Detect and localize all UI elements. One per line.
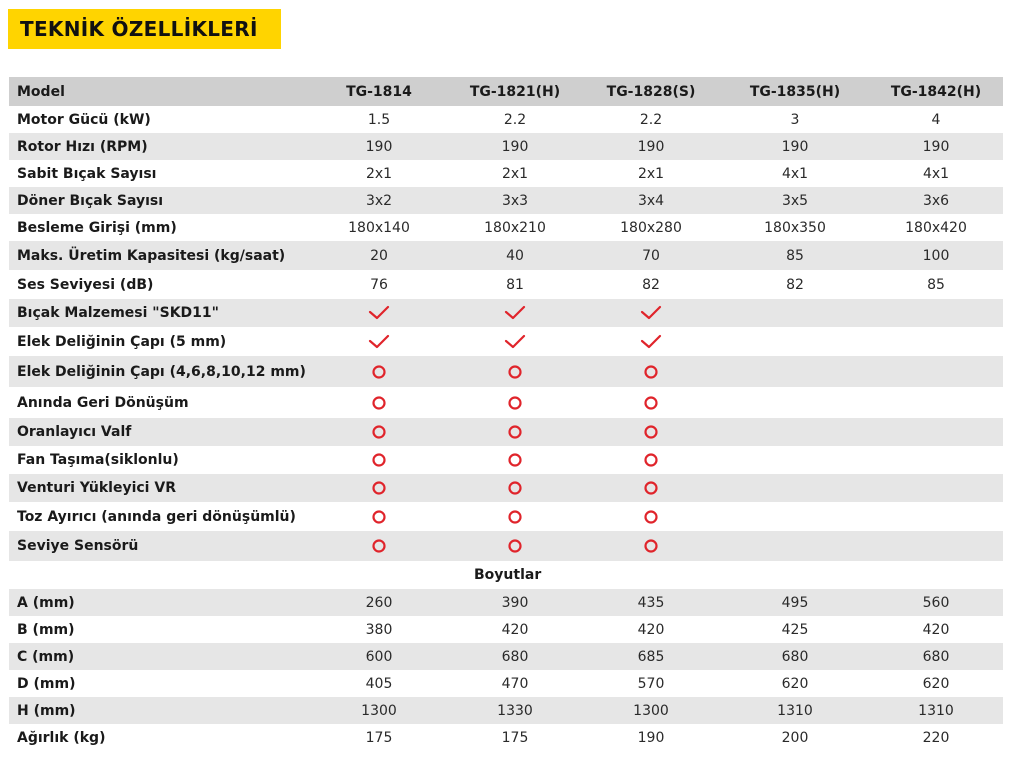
table-row — [9, 643, 1003, 670]
section-row — [9, 561, 1003, 589]
title-banner — [8, 9, 281, 49]
value-cell: 495 — [721, 589, 869, 616]
value-cell: 190 — [449, 133, 581, 160]
mark-cell — [309, 446, 449, 474]
table-row — [9, 670, 1003, 697]
circle-icon — [643, 538, 659, 554]
mark-cell — [449, 356, 581, 387]
value-cell: 180x350 — [764, 219, 826, 236]
value-cell: 82 — [642, 276, 660, 293]
mark-cell — [869, 418, 1003, 446]
value-cell: 190 — [869, 133, 1003, 160]
row-label: Seviye Sensörü — [9, 531, 309, 561]
table-row — [9, 187, 1003, 214]
value-cell: 260 — [309, 589, 449, 616]
mark-cell — [581, 327, 721, 356]
mark-cell — [869, 356, 1003, 387]
row-label: Fan Taşıma(siklonlu) — [17, 452, 179, 468]
circle-icon — [371, 424, 387, 440]
value-cell: 220 — [922, 729, 950, 746]
table-row — [9, 356, 1003, 387]
check-icon — [504, 305, 526, 321]
value-cell: 70 — [581, 241, 721, 270]
mark-cell — [869, 531, 1003, 561]
check-icon — [640, 305, 662, 321]
value-cell: 2.2 — [503, 111, 527, 128]
value-cell: 190 — [721, 133, 869, 160]
row-label: D (mm) — [17, 675, 76, 692]
mark-cell — [449, 327, 581, 356]
circle-icon — [507, 538, 523, 554]
value-cell: 560 — [869, 589, 1003, 616]
value-cell: 190 — [581, 133, 721, 160]
circle-icon — [371, 452, 387, 468]
value-cell: 420 — [501, 621, 529, 638]
mark-cell — [869, 299, 1003, 327]
table-row — [9, 502, 1003, 531]
value-cell: 180x210 — [484, 219, 546, 236]
value-cell: 1300 — [581, 697, 721, 724]
value-cell: 680 — [869, 643, 1003, 670]
mark-cell — [449, 502, 581, 531]
row-label: Sabit Bıçak Sayısı — [17, 165, 157, 182]
mark-cell — [309, 327, 449, 356]
value-cell: 175 — [365, 729, 393, 746]
circle-icon — [371, 509, 387, 525]
header-cell-model-name: TG-1835(H) — [721, 77, 869, 106]
table-row — [9, 160, 1003, 187]
mark-cell — [449, 474, 581, 502]
mark-cell — [449, 446, 581, 474]
mark-cell — [581, 387, 721, 418]
value-cell: 3x2 — [309, 187, 449, 214]
value-cell: 470 — [501, 675, 529, 692]
value-cell: 600 — [309, 643, 449, 670]
value-cell: 1300 — [309, 697, 449, 724]
mark-cell — [309, 356, 449, 387]
value-cell: 620 — [922, 675, 950, 692]
circle-icon — [507, 364, 523, 380]
mark-cell — [869, 446, 1003, 474]
value-cell: 3x4 — [581, 187, 721, 214]
row-label: Oranlayıcı Valf — [9, 418, 309, 446]
table-row — [9, 133, 1003, 160]
value-cell: 3 — [790, 111, 800, 128]
mark-cell — [869, 502, 1003, 531]
value-cell: 380 — [365, 621, 393, 638]
value-cell: 2.2 — [639, 111, 663, 128]
row-label: A (mm) — [9, 589, 309, 616]
row-label: B (mm) — [17, 621, 75, 638]
row-label: Ses Seviyesi (dB) — [17, 276, 154, 293]
check-icon — [640, 334, 662, 350]
value-cell: 1310 — [721, 697, 869, 724]
mark-cell — [721, 531, 869, 561]
row-label: Elek Deliğinin Çapı (4,6,8,10,12 mm) — [9, 356, 309, 387]
mark-cell — [721, 502, 869, 531]
mark-cell — [869, 327, 1003, 356]
value-cell: 4x1 — [781, 165, 809, 182]
circle-icon — [507, 480, 523, 496]
value-cell: 685 — [581, 643, 721, 670]
value-cell: 405 — [365, 675, 393, 692]
spec-table — [9, 77, 1003, 751]
row-label: Toz Ayırıcı (anında geri dönüşümlü) — [17, 508, 296, 525]
mark-cell — [721, 474, 869, 502]
value-cell: 180x420 — [905, 219, 967, 236]
value-cell: 2x1 — [365, 165, 393, 182]
mark-cell — [869, 474, 1003, 502]
row-label: Bıçak Malzemesi "SKD11" — [9, 299, 309, 327]
value-cell: 85 — [927, 276, 945, 293]
value-cell: 1.5 — [367, 111, 391, 128]
mark-cell — [721, 327, 869, 356]
circle-icon — [371, 538, 387, 554]
table-row — [9, 589, 1003, 616]
mark-cell — [581, 474, 721, 502]
value-cell: 82 — [786, 276, 804, 293]
table-row — [9, 446, 1003, 474]
mark-cell — [581, 418, 721, 446]
circle-icon — [507, 509, 523, 525]
mark-cell — [449, 531, 581, 561]
mark-cell — [869, 387, 1003, 418]
value-cell: 3x6 — [869, 187, 1003, 214]
mark-cell — [581, 531, 721, 561]
row-label: Rotor Hızı (RPM) — [9, 133, 309, 160]
table-row — [9, 724, 1003, 751]
value-cell: 420 — [637, 621, 665, 638]
circle-icon — [643, 364, 659, 380]
row-label: Ağırlık (kg) — [17, 729, 106, 746]
table-row — [9, 697, 1003, 724]
mark-cell — [721, 299, 869, 327]
value-cell: 4x1 — [922, 165, 950, 182]
row-label: Elek Deliğinin Çapı (5 mm) — [17, 333, 227, 350]
value-cell: 40 — [449, 241, 581, 270]
mark-cell — [581, 502, 721, 531]
circle-icon — [643, 424, 659, 440]
header-cell-model-name: TG-1821(H) — [449, 77, 581, 106]
value-cell: 680 — [449, 643, 581, 670]
row-label: H (mm) — [9, 697, 309, 724]
circle-icon — [371, 395, 387, 411]
table-row — [9, 616, 1003, 643]
check-icon — [368, 305, 390, 321]
mark-cell — [449, 418, 581, 446]
header-cell-model-name: TG-1814 — [309, 77, 449, 106]
mark-cell — [309, 474, 449, 502]
table-row — [9, 241, 1003, 270]
table-header-row — [9, 77, 1003, 106]
table-row — [9, 387, 1003, 418]
table-row — [9, 531, 1003, 561]
mark-cell — [309, 387, 449, 418]
table-row — [9, 474, 1003, 502]
row-label: Besleme Girişi (mm) — [17, 219, 177, 236]
circle-icon — [507, 395, 523, 411]
row-label: Anında Geri Dönüşüm — [17, 394, 189, 411]
mark-cell — [309, 531, 449, 561]
value-cell: 180x140 — [348, 219, 410, 236]
circle-icon — [371, 480, 387, 496]
circle-icon — [643, 395, 659, 411]
value-cell: 4 — [931, 111, 941, 128]
row-label: Maks. Üretim Kapasitesi (kg/saat) — [9, 241, 309, 270]
value-cell: 1310 — [869, 697, 1003, 724]
circle-icon — [643, 509, 659, 525]
mark-cell — [581, 299, 721, 327]
table-row — [9, 299, 1003, 327]
header-cell-model: Model — [9, 77, 309, 106]
value-cell: 680 — [721, 643, 869, 670]
value-cell: 190 — [309, 133, 449, 160]
circle-icon — [643, 480, 659, 496]
table-row — [9, 418, 1003, 446]
table-row — [9, 270, 1003, 299]
circle-icon — [507, 424, 523, 440]
value-cell: 2x1 — [501, 165, 529, 182]
row-label: Motor Gücü (kW) — [17, 111, 151, 128]
mark-cell — [449, 387, 581, 418]
circle-icon — [643, 452, 659, 468]
check-icon — [368, 334, 390, 350]
value-cell: 620 — [781, 675, 809, 692]
mark-cell — [721, 446, 869, 474]
value-cell: 85 — [721, 241, 869, 270]
value-cell: 81 — [506, 276, 524, 293]
table-row — [9, 106, 1003, 133]
mark-cell — [581, 356, 721, 387]
mark-cell — [721, 387, 869, 418]
header-cell-model-name: TG-1828(S) — [581, 77, 721, 106]
mark-cell — [721, 418, 869, 446]
mark-cell — [581, 446, 721, 474]
value-cell: 3x3 — [449, 187, 581, 214]
page-title: TEKNİK ÖZELLİKLERİ — [20, 17, 258, 41]
header-cell-model-name: TG-1842(H) — [869, 77, 1003, 106]
mark-cell — [309, 502, 449, 531]
table-row — [9, 327, 1003, 356]
section-title: Boyutlar — [474, 567, 542, 583]
mark-cell — [309, 299, 449, 327]
value-cell: 76 — [370, 276, 388, 293]
mark-cell — [309, 418, 449, 446]
value-cell: 100 — [869, 241, 1003, 270]
value-cell: 180x280 — [620, 219, 682, 236]
value-cell: 3x5 — [721, 187, 869, 214]
value-cell: 425 — [781, 621, 809, 638]
value-cell: 435 — [581, 589, 721, 616]
value-cell: 390 — [449, 589, 581, 616]
circle-icon — [507, 452, 523, 468]
table-row — [9, 214, 1003, 241]
value-cell: 20 — [309, 241, 449, 270]
value-cell: 190 — [637, 729, 665, 746]
row-label: C (mm) — [9, 643, 309, 670]
value-cell: 200 — [781, 729, 809, 746]
check-icon — [504, 334, 526, 350]
value-cell: 175 — [501, 729, 529, 746]
row-label: Venturi Yükleyici VR — [9, 474, 309, 502]
mark-cell — [449, 299, 581, 327]
value-cell: 2x1 — [637, 165, 665, 182]
value-cell: 1330 — [449, 697, 581, 724]
mark-cell — [721, 356, 869, 387]
value-cell: 570 — [637, 675, 665, 692]
row-label: Döner Bıçak Sayısı — [9, 187, 309, 214]
value-cell: 420 — [922, 621, 950, 638]
circle-icon — [371, 364, 387, 380]
